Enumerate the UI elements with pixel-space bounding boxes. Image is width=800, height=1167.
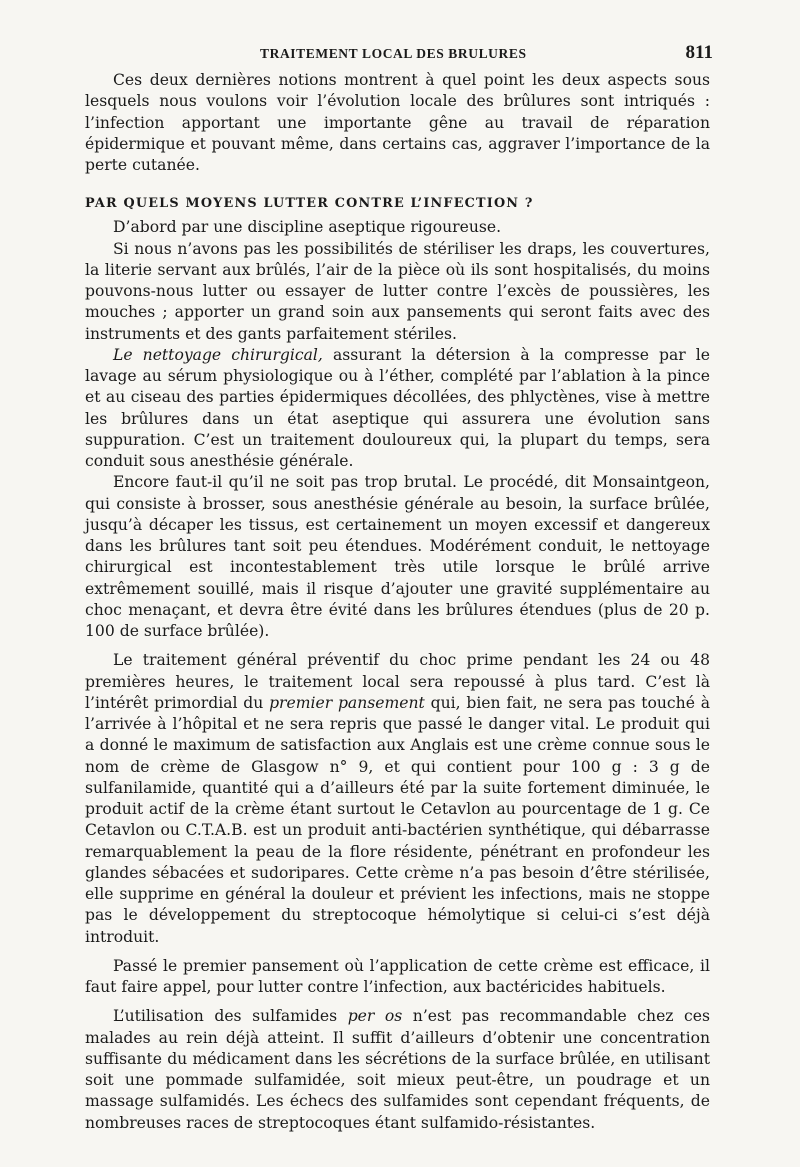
paragraph-4	[85, 345, 710, 473]
paragraph-1: Ces deux dernières notions montrent à quel point les deux aspects sous lesquels nous voulons voir l’évolution locale des brûlures sont intriqués : l’infection apportant une importante gêne au travail de réparation épidermique et pouvant même, dans certains cas, aggraver l’importance de la perte cutanée.	[85, 71, 710, 174]
italic-phrase-per-os: per os	[347, 1007, 403, 1026]
paragraph-7: Passé le premier pansement où l’application de cette crème est efficace, il faut faire appel, pour lutter contre l’infection, aux bactéricides habituels.	[85, 956, 710, 996]
paragraph-3: Si nous n’avons pas les possibilités de stériliser les draps, les couvertures, la literie servant aux brûlés, l’air de la pièce où ils sont hospitalisés, du moins pouvons-nous lutter ou essayer de lutter contre l’excès de poussières, les mouches ; apporter un grand soin aux pansements qui seront faits avec des instruments et des gants parfaitement stériles.	[85, 239, 710, 343]
running-title: TRAITEMENT LOCAL DES BRULURES	[260, 46, 527, 61]
paragraph-8-text-b: n’est pas recommandable chez ces malades au rein déjà atteint. Il suffit d’ailleurs d’obtenir une concentration suffisante du médicament dans les sécrétions de la surface brûlée, en utilisant soit une pommade sulfamidée, soit mieux peut-être, un poudrage et un massage sulfamidés. Les échecs des sulfamides sont cependant fréquents, de nombreuses races de streptocoques étant sulfamido-résistantes.	[85, 1007, 711, 1132]
page-number: 811	[685, 42, 713, 63]
paragraph-6	[85, 650, 710, 948]
paragraph-2: D’abord par une discipline aseptique rigoureuse.	[113, 218, 502, 237]
document-page	[85, 40, 713, 1134]
paragraph-4-text: assurant la détersion à la compresse par le lavage au sérum physiologique ou à l’éther, complété par l’ablation à la pince et au ciseau des parties épidermiques décollées, des phlyctènes, vise à mettre les brûlures dans un état aseptique qui assurera une évolution sans suppuration. C’est un traitement douloureux qui, la plupart du temps, sera conduit sous anesthésie générale.	[85, 345, 711, 470]
italic-phrase-nettoyage: Le nettoyage chirurgical,	[113, 345, 323, 364]
paragraph-8	[85, 1006, 710, 1134]
paragraph-6-text-b: qui, bien fait, ne sera pas touché à l’arrivée à l’hôpital et ne sera repris que passé le danger vital. Le produit qui a donné le maximum de satisfaction aux Anglais est une crème connue sous le nom de crème de Glasgow n° 9, et qui contient pour 100 g : 3 g de sulfanilamide, quantité qui a d’ailleurs été par la suite fortement diminuée, le produit actif de la crème étant surtout le Cetavlon au pourcentage de 1 g. Ce Cetavlon ou C.T.A.B. est un produit anti-bactérien synthétique, qui débarrasse remarquablement la peau de la flore résidente, pénétrant en profondeur les glandes sébacées et sudoripares. Cette crème n’a pas besoin d’être stérilisée, elle supprime en général la douleur et prévient les infections, mais ne stoppe pas le développement du streptocoque hémolytique si celui-ci s’est déjà introduit.	[85, 693, 710, 946]
italic-phrase-premier-pansement: premier pansement	[269, 693, 425, 712]
paragraph-5: Encore faut-il qu’il ne soit pas trop brutal. Le procédé, dit Monsaintgeon, qui consiste à brosser, sous anesthésie générale au besoin, la surface brûlée, jusqu’à décaper les tissus, est certainement un moyen excessif et dangereux dans les brûlures tant soit peu étendues. Modérément conduit, le nettoyage chirurgical est incontestablement très utile lorsque le brûlé arrive extrêmement souillé, mais il risque d’ajouter une gravité supplémentaire au choc menaçant, et devra être évité dans les brûlures étendues (plus de 20 p. 100 de surface brûlée).	[85, 473, 710, 640]
paragraph-8-text-a: L’utilisation des sulfamides	[113, 1007, 348, 1026]
paragraph-6-text-a: Le traitement général préventif du choc prime pendant les 24 ou 48 premières heures, le traitement local sera repoussé à plus tard. C’est là l’intérêt primordial du	[85, 651, 710, 712]
section-heading: PAR QUELS MOYENS LUTTER CONTRE L’INFECTION ?	[85, 196, 534, 212]
running-header	[85, 40, 713, 70]
